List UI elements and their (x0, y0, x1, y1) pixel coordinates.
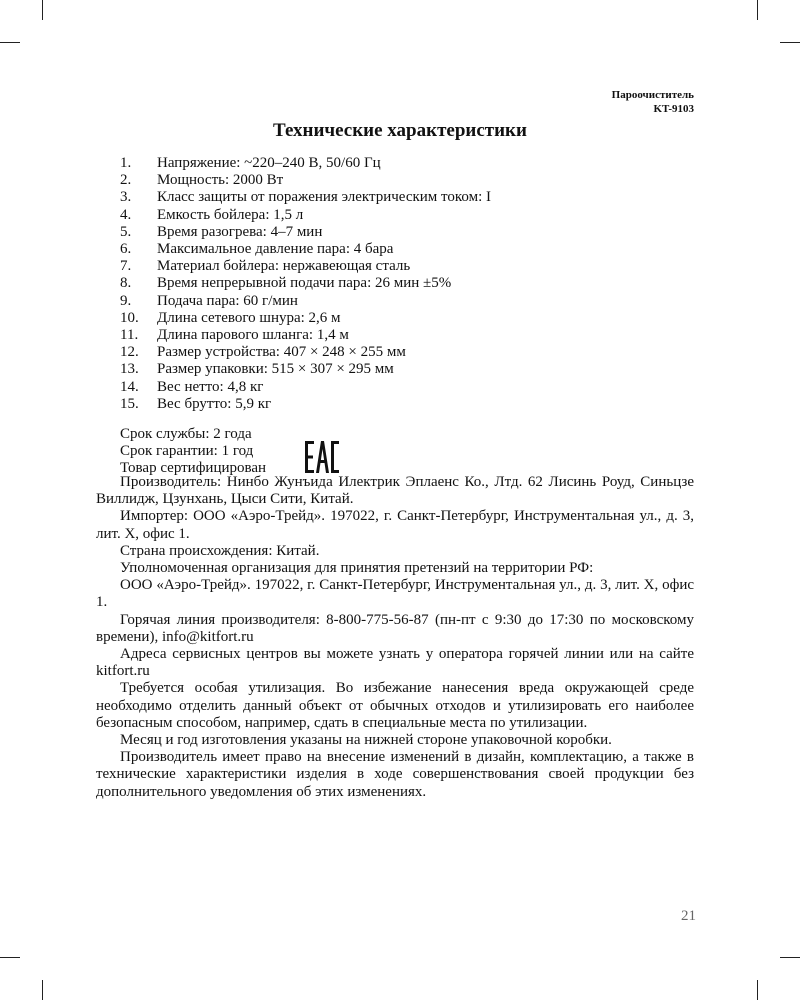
spec-number: 1. (120, 155, 132, 171)
spec-item (120, 310, 491, 327)
spec-text: Подача пара: 60 г/мин (157, 292, 298, 309)
spec-text: Емкость бойлера: 1,5 л (157, 206, 304, 223)
crop-mark (42, 0, 43, 20)
spec-text: Мощность: 2000 Вт (157, 172, 284, 189)
spec-text: Вес брутто: 5,9 кг (157, 395, 272, 412)
spec-text: Класс защиты от поражения электрическим током: I (157, 189, 492, 206)
body-paragraph: Уполномоченная организация для принятия претензий на территории РФ: (120, 560, 594, 577)
spec-number: 13. (120, 361, 139, 378)
spec-item (120, 396, 491, 413)
spec-item (120, 258, 491, 275)
body-paragraph: Месяц и год изготовления указаны на нижней стороне упаковочной коробки. (120, 732, 612, 749)
spec-number: 14. (120, 378, 139, 395)
spec-number: 6. (120, 241, 132, 258)
spec-text: Размер устройства: 407 × 248 × 255 мм (157, 344, 406, 361)
spec-item (120, 172, 491, 189)
crop-mark (757, 980, 758, 1000)
body-paragraph: Адреса сервисных центров вы можете узнать у оператора горячей линии или на сайте kitfort.ru (96, 646, 694, 680)
spec-text: Длина сетевого шнура: 2,6 м (157, 309, 341, 326)
page-header (612, 88, 694, 116)
spec-item (120, 241, 491, 258)
crop-mark (0, 42, 20, 43)
spec-text: Время непрерывной подачи пара: 26 мин ±5% (157, 275, 452, 292)
spec-number: 2. (120, 172, 132, 189)
body-paragraph: Производитель: Нинбо Жунъида Илектрик Эплаенс Ко., Лтд. 62 Лисинь Роуд, Синьцзе Виллидж, Цзунхань, Цыси Сити, Китай. (96, 474, 694, 508)
service-life: Срок службы: 2 года (120, 426, 252, 442)
body-paragraph: Горячая линия производителя: 8-800-775-56-87 (пн-пт с 9:30 до 17:30 по московскому времени), info@kitfort.ru (96, 611, 694, 645)
spec-number: 3. (120, 189, 132, 206)
spec-number: 7. (120, 258, 132, 275)
spec-text: Размер упаковки: 515 × 307 × 295 мм (157, 361, 394, 378)
page-number: 21 (681, 908, 696, 924)
spec-text: Вес нетто: 4,8 кг (157, 378, 264, 395)
spec-item (120, 275, 491, 292)
crop-mark (780, 42, 800, 43)
spec-text: Время разогрева: 4–7 мин (157, 223, 323, 240)
crop-mark (757, 0, 758, 20)
header-product: Пароочиститель (611, 89, 694, 101)
spec-number: 9. (120, 292, 132, 309)
spec-number: 11. (120, 327, 139, 344)
body-paragraph: Импортер: ООО «Аэро-Трейд». 197022, г. Санкт-Петербург, Инструментальная ул., д. 3, лит. Х, офис 1. (96, 508, 694, 542)
spec-item (120, 361, 491, 378)
spec-list (120, 155, 491, 413)
crop-mark (0, 957, 20, 958)
spec-text: Длина парового шланга: 1,4 м (157, 327, 349, 344)
spec-number: 12. (120, 344, 139, 361)
body-paragraph: ООО «Аэро-Трейд». 197022, г. Санкт-Петербург, Инструментальная ул., д. 3, лит. Х, офис 1. (96, 577, 694, 611)
spec-number: 8. (120, 275, 132, 292)
spec-text: Максимальное давление пара: 4 бара (157, 241, 394, 258)
spec-text: Напряжение: ~220–240 В, 50/60 Гц (157, 155, 381, 171)
spec-item (120, 293, 491, 310)
spec-item (120, 155, 491, 172)
eac-mark-icon (304, 440, 340, 474)
spec-item (120, 189, 491, 206)
spec-item (120, 207, 491, 224)
spec-item (120, 224, 491, 241)
certified: Товар сертифицирован (120, 460, 267, 477)
spec-item (120, 379, 491, 396)
body-paragraph: Производитель имеет право на внесение изменений в дизайн, комплектацию, а также в технические характеристики изделия в ходе совершенствования своей продукции без дополнительного уведомления об этих изменениях. (96, 749, 694, 800)
spec-item (120, 344, 491, 361)
body-paragraph: Страна происхождения: Китай. (120, 542, 320, 559)
page-title: Технические характеристики (273, 120, 527, 141)
warranty: Срок гарантии: 1 год (120, 443, 254, 460)
spec-item (120, 327, 491, 344)
body-paragraph: Требуется особая утилизация. Во избежание нанесения вреда окружающей среде необходимо отделить данный объект от обычных отходов и утилизировать его наиболее безопасным способом, например, сдать в специальные места по утилизации. (96, 680, 694, 731)
spec-number: 5. (120, 223, 132, 240)
crop-mark (42, 980, 43, 1000)
info-block (120, 426, 266, 478)
spec-number: 4. (120, 206, 132, 223)
spec-number: 15. (120, 395, 139, 412)
spec-number: 10. (120, 309, 139, 326)
header-model: KT-9103 (653, 103, 694, 115)
spec-text: Материал бойлера: нержавеющая сталь (157, 258, 411, 275)
body-text (96, 474, 694, 801)
crop-mark (780, 957, 800, 958)
